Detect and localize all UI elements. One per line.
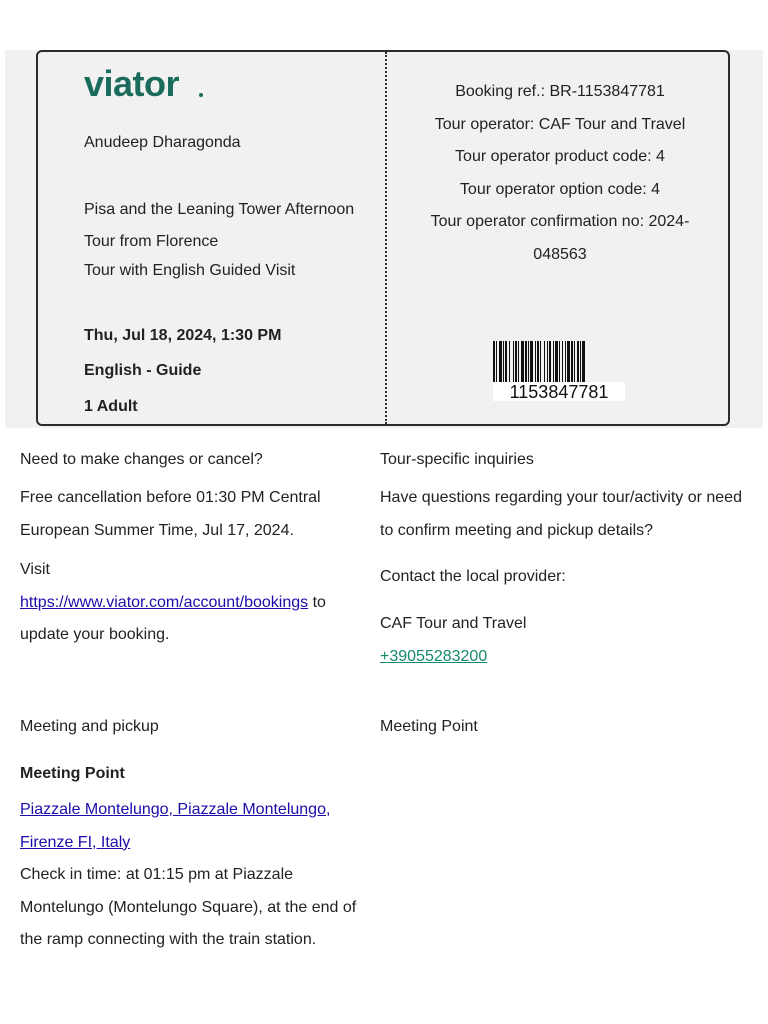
tour-language: English - Guide [84,362,202,379]
provider-phone-wrap [380,641,750,674]
checkin-instructions: Check in time: at 01:15 pm at Piazzale Montelungo (Montelungo Square), at the end of the ramp connecting with the train station. [20,866,357,948]
meeting-address-link[interactable]: Piazzale Montelungo, Piazzale Montelungo, Firenze FI, Italy [20,801,331,851]
booking-barcode [493,341,625,401]
barcode-bar [571,341,573,385]
barcode-bar [537,341,539,385]
barcode-bar [547,341,548,385]
ticket-left-column [84,66,374,415]
barcode-bar [562,341,563,385]
barcode-bar [496,341,497,385]
booking-ref: Booking ref.: BR-1153847781 [455,83,665,100]
barcode-bar [549,341,551,385]
barcode-bar [559,341,560,385]
barcode-bar [544,341,545,385]
barcode-bar [553,341,554,385]
contact-label: Contact the local provider: [380,568,566,585]
provider-name: CAF Tour and Travel [380,615,527,632]
barcode-bar [525,341,527,385]
meeting-point-subheading: Meeting Point [20,765,125,782]
ticket-right-column [410,76,710,271]
tour-date-time: Thu, Jul 18, 2024, 1:30 PM [84,327,282,344]
barcode-bar [530,341,533,385]
barcode-bar [574,341,575,385]
inquiries-heading: Tour-specific inquiries [380,451,534,468]
viator-logo [84,66,206,100]
product-code: Tour operator product code: 4 [455,148,665,165]
barcode-bar [505,341,507,385]
barcode-bar [528,341,529,385]
barcode-bar [582,341,585,385]
meeting-heading: Meeting and pickup [20,718,159,735]
option-code: Tour operator option code: 4 [459,180,661,198]
barcode-bar [515,341,517,385]
visit-suffix: to update your booking. [20,593,326,643]
customer-name: Anudeep Dharagonda [84,134,241,151]
barcode-bar [535,341,536,385]
cancellation-policy: Free cancellation before 01:30 PM Central European Summer Time, Jul 17, 2024. [20,489,321,539]
inquiries-question: Have questions regarding your tour/activity or need to confirm meeting and pickup details? [380,489,742,539]
update-booking-text [20,554,360,652]
barcode-bar [513,341,514,385]
bookings-link[interactable]: https://www.viator.com/account/bookings [20,593,309,611]
barcode-bar [555,341,558,385]
changes-heading: Need to make changes or cancel? [20,451,263,468]
barcode-bar [577,341,579,385]
provider-phone-link[interactable]: +39055283200 [380,648,488,665]
confirmation-number: Tour operator confirmation no: 2024-048563 [430,213,690,263]
meeting-point-heading: Meeting Point [380,718,478,735]
barcode-bar [565,341,566,385]
tour-operator: Tour operator: CAF Tour and Travel [434,115,686,133]
tour-title: Pisa and the Leaning Tower Afternoon Tour from Florence [84,201,355,250]
ticket-perforation [385,52,387,424]
barcode-bar [540,341,541,385]
barcode-bar [518,341,519,385]
barcode-bar [509,341,510,385]
traveler-count: 1 Adult [84,398,138,415]
barcode-bar [580,341,581,385]
tour-option: Tour with English Guided Visit [84,262,296,279]
barcode-bar [493,341,495,385]
svg-text:viator: viator [84,66,180,100]
changes-section [20,444,360,477]
meeting-address-wrap [20,794,360,859]
barcode-bar [567,341,570,385]
visit-label: Visit [20,561,50,578]
barcode-bar [503,341,504,385]
booking-ticket [36,50,730,426]
barcode-number: 1153847781 [509,382,609,401]
barcode-bar [521,341,524,385]
barcode-bar [499,341,502,385]
